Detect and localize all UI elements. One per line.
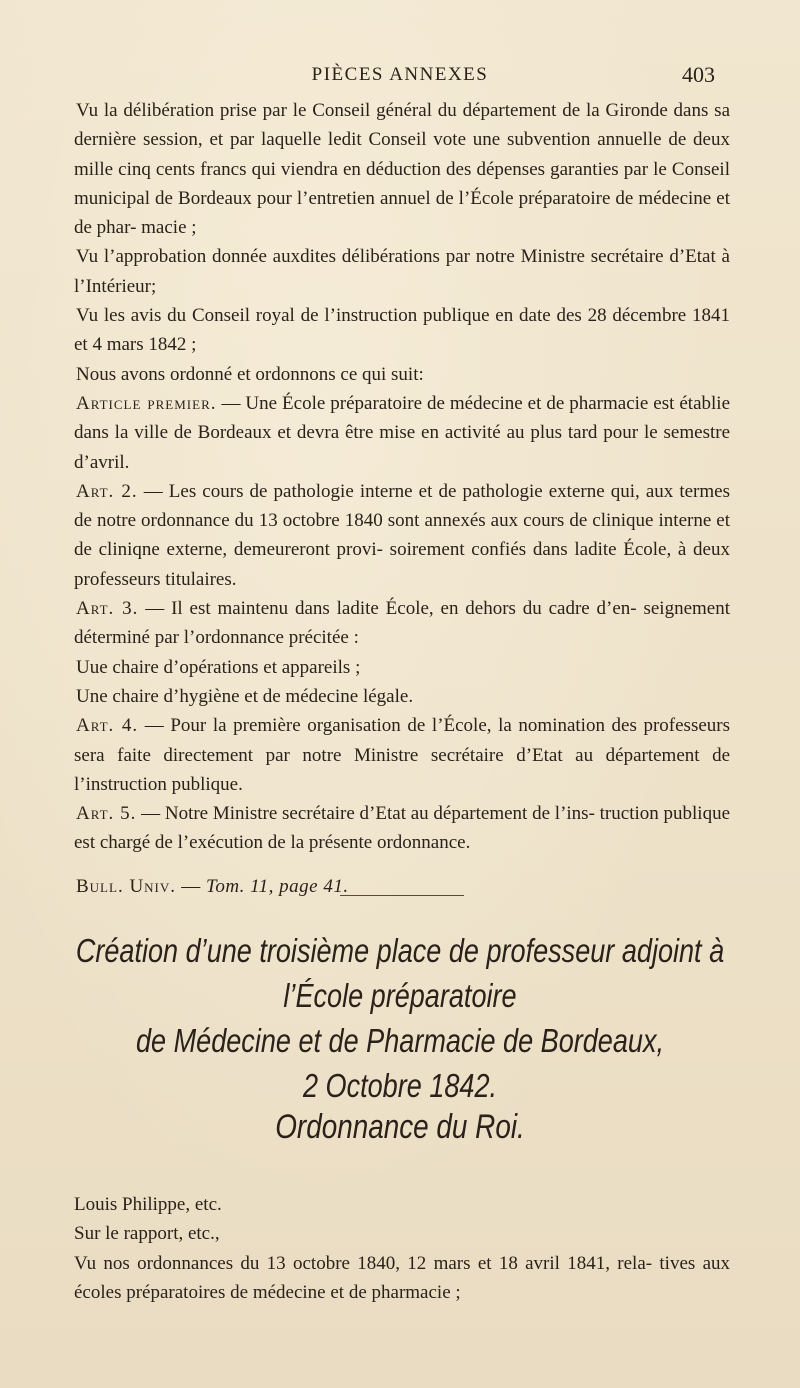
source-citation <box>74 872 730 901</box>
heading-line: de Médecine et de Pharmacie de Bordeaux, <box>135 1022 665 1059</box>
paragraph: Vu l’approbation donnée auxdites délibérations par notre Ministre secrétaire d’Etat à l’Intérieur; <box>74 246 730 297</box>
article-text: — Les cours de pathologie interne et de pathologie externe qui, aux termes de notre ordonnance du 13 octobre 1840 sont annexés aux cours de clinique interne et de cliniqne externe, demeureront provi- soirement confiés dans ladite École, à deux professeurs titulaires. <box>74 480 730 590</box>
paragraph: Vu nos ordonnances du 13 octobre 1840, 12 mars et 18 avril 1841, rela- tives aux écoles préparatoires de médecine et de pharmacie ; <box>74 1252 730 1303</box>
article-label: Article premier. <box>76 392 217 414</box>
body-text <box>74 96 730 901</box>
section-divider <box>340 895 464 896</box>
paragraph: Sur le rapport, etc., <box>74 1223 220 1245</box>
article <box>74 594 730 653</box>
paragraph: Vu la délibération prise par le Conseil général du département de la Gironde dans sa dernière session, et par laquelle ledit Conseil vote une subvention annuelle de deux mille cinq cents francs qui viendra en déduction des dépenses garanties par le Conseil municipal de Bordeaux pour l’entretien annuel de l’École préparatoire de médecine et de phar- macie ; <box>74 100 730 239</box>
section-heading <box>72 928 728 1108</box>
article-text: — Il est maintenu dans ladite École, en dehors du cadre d’en- seignement déterminé par l’ordonnance précitée : <box>74 598 731 649</box>
article-label: Art. 4. <box>76 715 139 737</box>
heading-line: 2 Octobre 1842. <box>302 1067 498 1104</box>
page-number: 403 <box>682 62 715 87</box>
heading-line: Création d’une troisième place de professeur adjoint à <box>75 932 725 969</box>
article-text: — Notre Ministre secrétaire d’Etat au département de l’ins- truction publique est chargé de l’exécution de la présente ordonnance. <box>74 803 731 854</box>
article <box>74 477 730 594</box>
article-text: — Pour la première organisation de l’École, la nomination des professeurs sera faite directement par notre Ministre secrétaire d’Etat au département de l’instruction publique. <box>74 715 730 795</box>
page-header <box>0 60 800 96</box>
article <box>74 711 730 799</box>
article-label: Art. 5. <box>76 803 137 825</box>
paragraph: Vu les avis du Conseil royal de l’instruction publique en date des 28 décembre 1841 et 4 mars 1842 ; <box>74 305 730 356</box>
article <box>74 389 730 477</box>
source-ref: Tom. 11, page 41. <box>206 875 349 897</box>
closing-text <box>74 1190 730 1307</box>
article <box>74 799 730 858</box>
chair-item: Une chaire d’hygiène et de médecine légale. <box>76 685 414 707</box>
article-text: — Une École préparatoire de médecine et de pharmacie est établie dans la ville de Bordeaux et devra être mise en activité au plus tard pour le semestre d’avril. <box>74 392 731 473</box>
source-dash: — <box>176 875 207 897</box>
running-title: PIÈCES ANNEXES <box>311 64 489 85</box>
paragraph: Nous avons ordonné et ordonnons ce qui suit: <box>76 363 424 385</box>
subheading: Ordonnance du Roi. <box>275 1108 525 1146</box>
article-label: Art. 3. <box>76 598 139 620</box>
heading-line: l’École préparatoire <box>283 977 517 1014</box>
chair-item: Uue chaire d’opérations et appareils ; <box>76 656 361 678</box>
article-label: Art. 2. <box>76 480 138 502</box>
source-label: Bull. Univ. <box>76 875 177 897</box>
paragraph: Louis Philippe, etc. <box>74 1194 222 1215</box>
